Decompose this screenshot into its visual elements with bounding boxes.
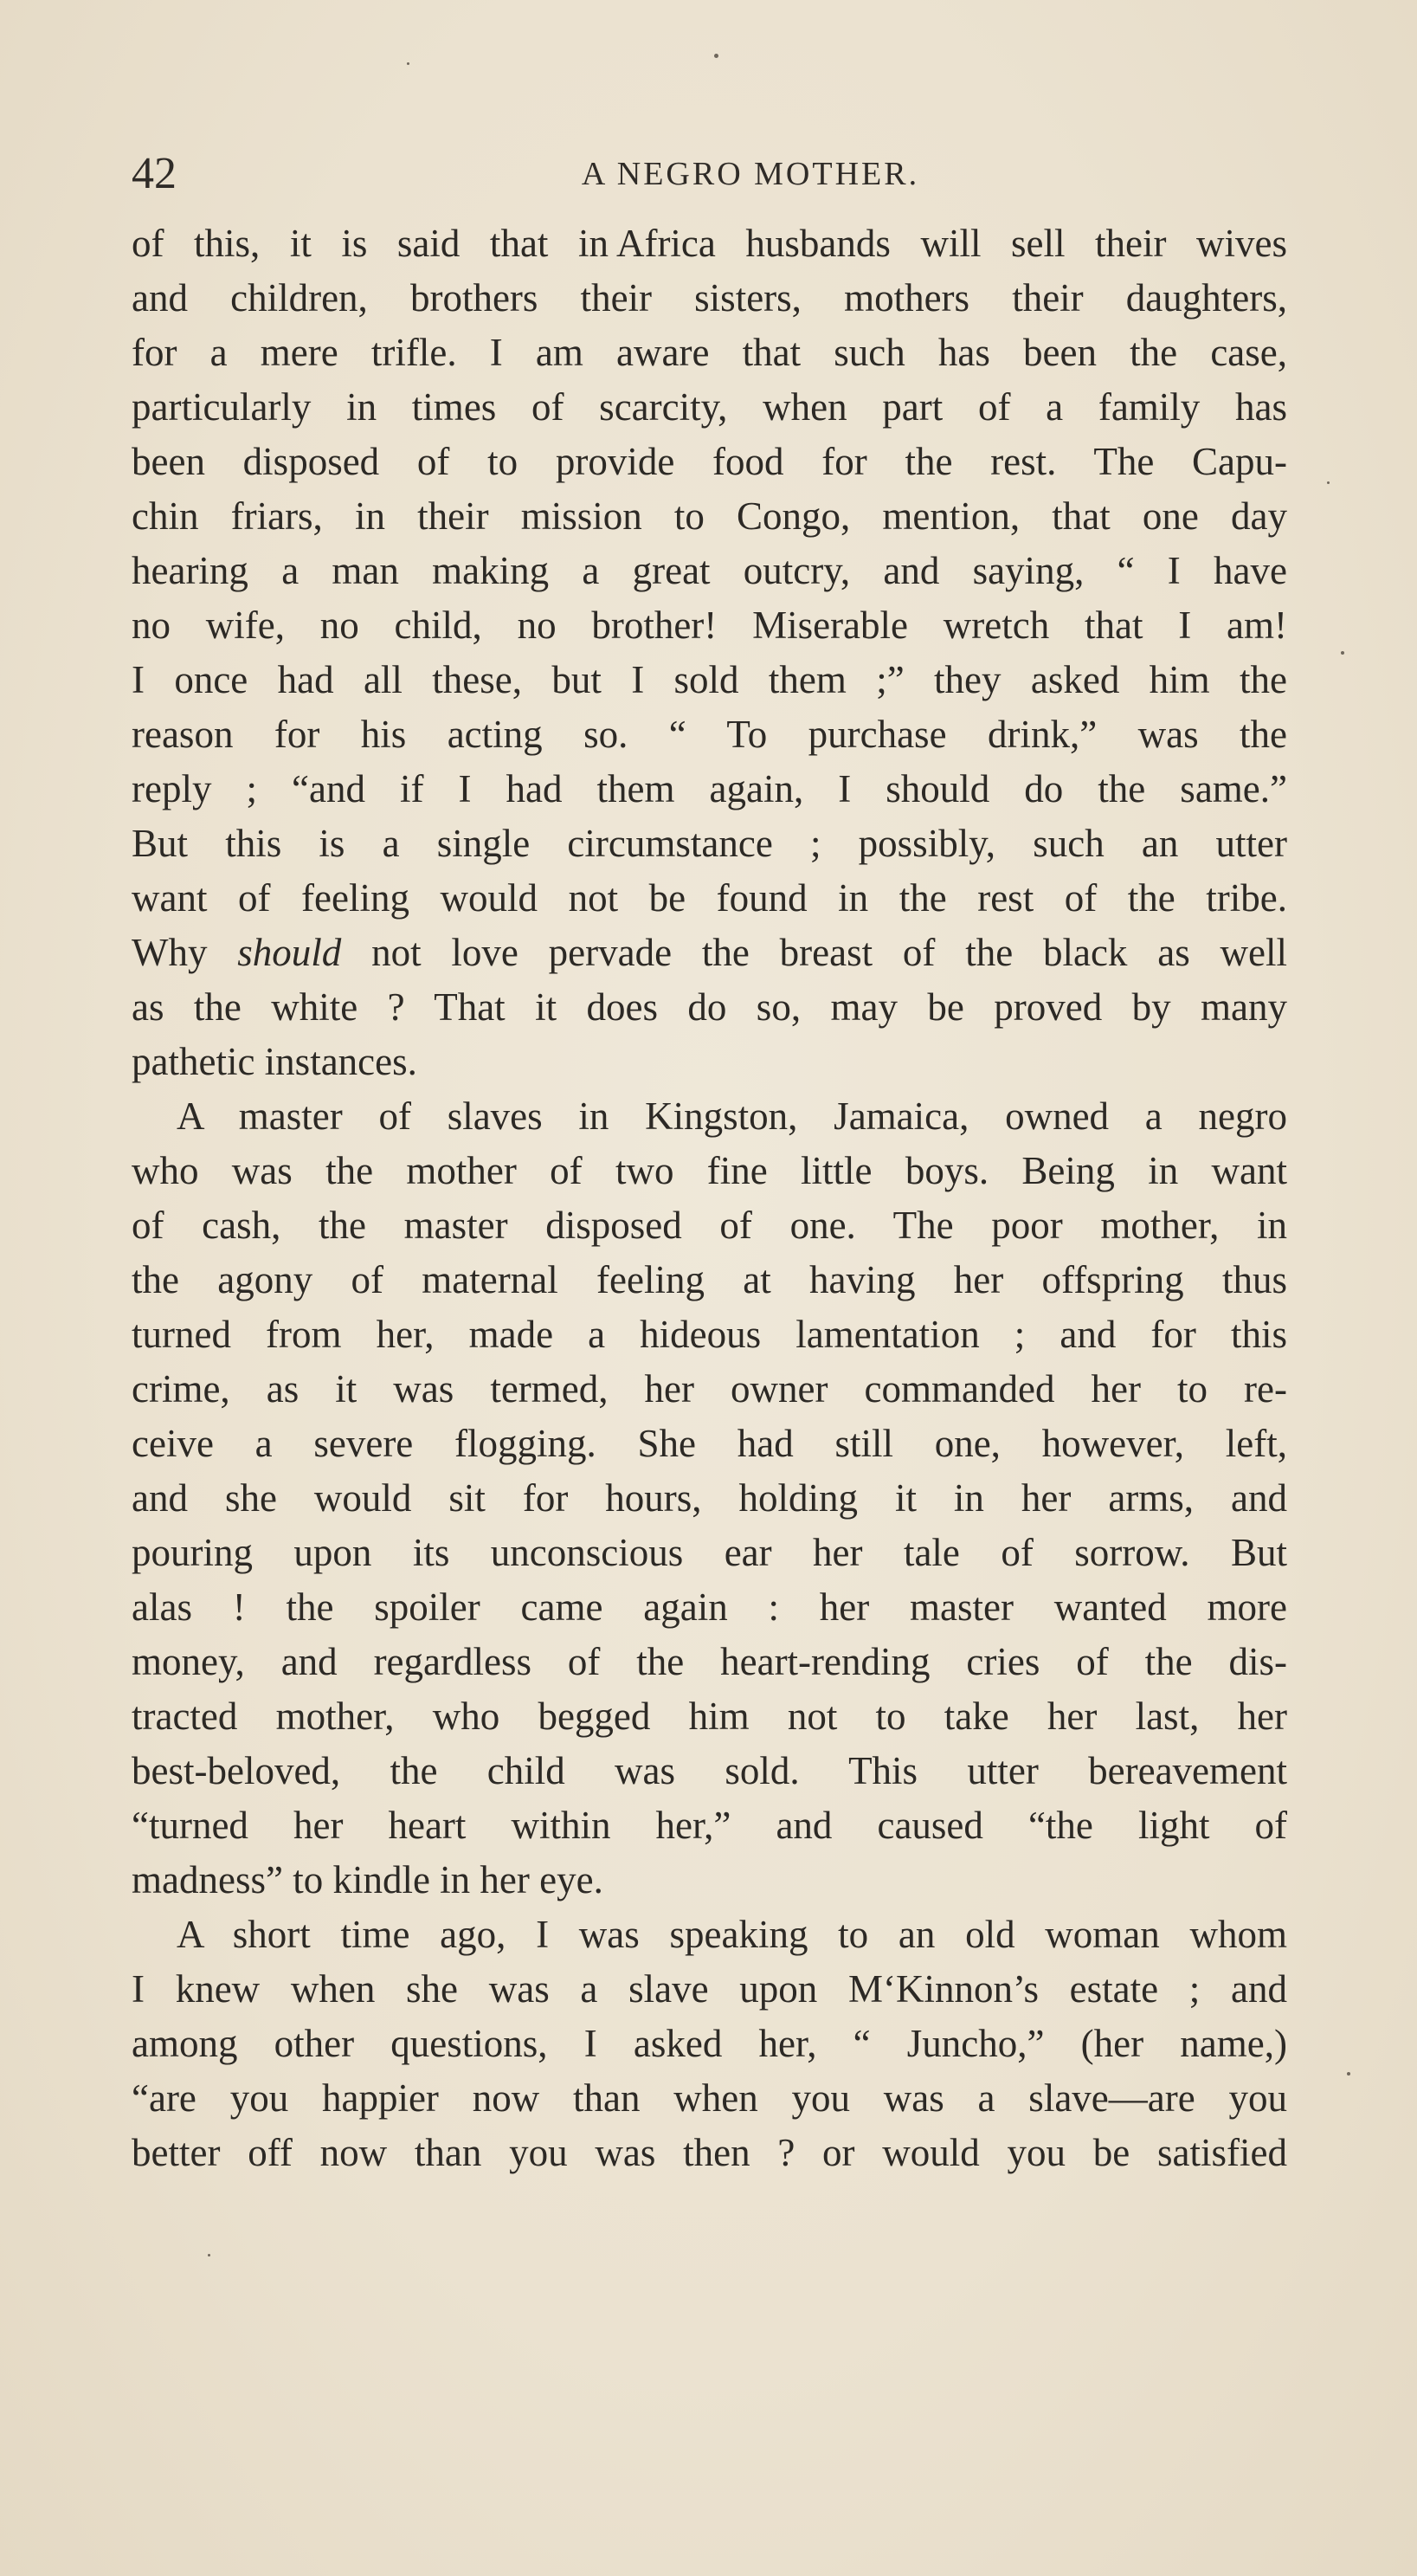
page-number: 42 <box>132 149 177 198</box>
text-line: the agony of maternal feeling at having her offspring thus <box>132 1258 1287 1301</box>
text-line: want of feeling would not be found in the rest of the tribe. <box>132 876 1287 920</box>
text-line: A short time ago, I was speaking to an old woman whom <box>177 1913 1287 1956</box>
text-line: of cash, the master disposed of one. The poor mother, in <box>132 1204 1287 1247</box>
text-line: money, and regardless of the heart-rending cries of the dis- <box>132 1640 1287 1683</box>
page-header <box>132 144 1291 204</box>
text-line: ceive a severe flogging. She had still one, however, left, <box>132 1422 1287 1465</box>
text-line: no wife, no child, no brother! Miserable wretch that I am! <box>132 604 1287 647</box>
text-line: tracted mother, who begged him not to take her last, her <box>132 1695 1287 1738</box>
text-line: of this, it is said that in Africa husbands will sell their wives <box>132 222 1287 265</box>
text-line: turned from her, made a hideous lamentation ; and for this <box>132 1313 1287 1356</box>
text-line: A master of slaves in Kingston, Jamaica, owned a negro <box>177 1094 1287 1138</box>
text-line: who was the mother of two fine little boys. Being in want <box>132 1149 1287 1192</box>
text-line: for a mere trifle. I am aware that such has been the case, <box>132 331 1287 374</box>
text-line: reply ; “and if I had them again, I should do the same.” <box>132 767 1287 810</box>
text-line: and children, brothers their sisters, mothers their daughters, <box>132 276 1287 320</box>
text-line: But this is a single circumstance ; possibly, such an utter <box>132 822 1287 865</box>
speck <box>714 54 718 58</box>
speck <box>1327 481 1330 484</box>
text-line: as the white ? That it does do so, may be proved by many <box>132 985 1287 1029</box>
text-line: best-beloved, the child was sold. This utter bereavement <box>132 1749 1287 1792</box>
speck <box>208 2254 210 2256</box>
text-line: madness” to kindle in her eye. <box>132 1858 603 1901</box>
text-line: “turned her heart within her,” and caused “the light of <box>132 1804 1287 1847</box>
running-title: A NEGRO MOTHER. <box>581 156 920 192</box>
text-line: particularly in times of scarcity, when part of a family has <box>132 385 1287 429</box>
text-line: pouring upon its unconscious ear her tale of sorrow. But <box>132 1531 1287 1574</box>
speck <box>407 62 409 65</box>
text-line: alas ! the spoiler came again : her master wanted more <box>132 1585 1287 1629</box>
text-line: and she would sit for hours, holding it in her arms, and <box>132 1476 1287 1520</box>
text-line: among other questions, I asked her, “ Juncho,” (her name,) <box>132 2022 1287 2065</box>
text-line: crime, as it was termed, her owner commanded her to re- <box>132 1367 1287 1411</box>
text-line: chin friars, in their mission to Congo, mention, that one day <box>132 494 1287 538</box>
text-line: pathetic instances. <box>132 1040 417 1083</box>
text-line: been disposed of to provide food for the rest. The Capu- <box>132 440 1287 483</box>
text-line: reason for his acting so. “ To purchase drink,” was the <box>132 713 1287 756</box>
body-text <box>132 216 1287 2180</box>
text-line: I once had all these, but I sold them ;” they asked him the <box>132 658 1287 701</box>
text-line: I knew when she was a slave upon M‘Kinnon’s estate ; and <box>132 1967 1287 2011</box>
text-line: better off now than you was then ? or would you be satisfied <box>132 2131 1287 2174</box>
speck <box>1347 2072 1350 2076</box>
text-line: “are you happier now than when you was a slave—are you <box>132 2076 1287 2120</box>
speck <box>1341 651 1344 655</box>
emphasized-word: should <box>237 931 342 974</box>
text-line: Why should not love pervade the breast of the black as well <box>132 931 1287 974</box>
text-line: hearing a man making a great outcry, and saying, “ I have <box>132 549 1287 592</box>
